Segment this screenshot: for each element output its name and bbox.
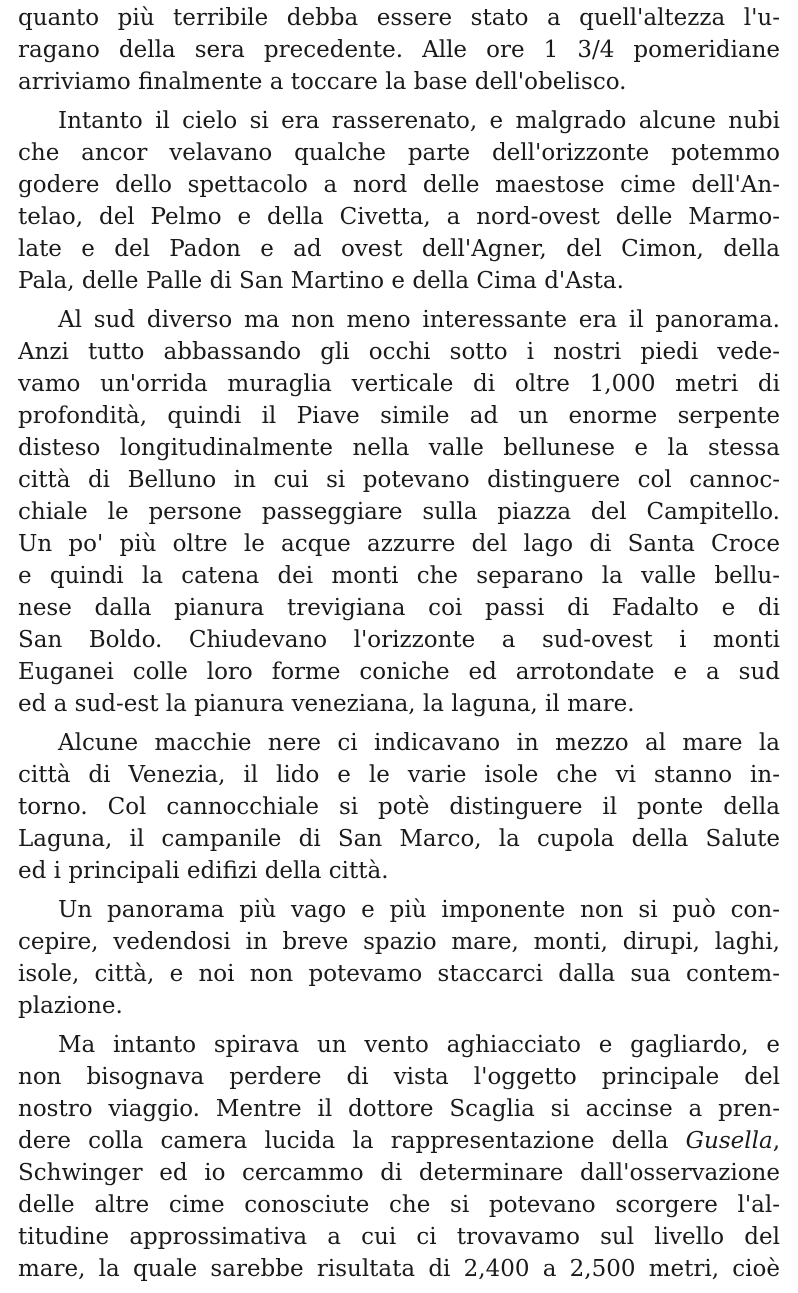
paragraph-2: [18, 105, 780, 297]
text-line: cepire, vedendosi in breve spazio mare, monti, dirupi, laghi,: [18, 929, 780, 955]
text-line: Al sud diverso ma non meno interessante era il panorama.: [58, 307, 780, 333]
text-line: nostro viaggio. Mentre il dottore Scaglia si accinse a pren-: [18, 1096, 780, 1122]
text-line: mare, la quale sarebbe risultata di 2,400 a 2,500 metri, cioè: [18, 1256, 780, 1282]
paragraph-3: [18, 304, 780, 720]
text-line: Un panorama più vago e più imponente non si può con-: [58, 897, 780, 923]
text-line: Euganei colle loro forme coniche ed arrotondate e a sud: [18, 659, 780, 685]
text-line: ed a sud-est la pianura veneziana, la laguna, il mare.: [18, 691, 635, 717]
text-line: profondità, quindi il Piave simile ad un enorme serpente: [18, 403, 780, 429]
text-line: Intanto il cielo si era rasserenato, e malgrado alcune nubi: [58, 108, 780, 134]
text-line: ragano della sera precedente. Alle ore 1 3/4 pomeridiane: [18, 37, 780, 63]
text-line: titudine approssimativa a cui ci trovavamo sul livello del: [18, 1224, 780, 1250]
text-line: nese dalla pianura trevigiana coi passi di Fadalto e di: [18, 595, 780, 621]
text-line: quanto più terribile debba essere stato a quell'altezza l'u-: [18, 5, 780, 31]
text-line: Alcune macchie nere ci indicavano in mezzo al mare la: [58, 730, 780, 756]
text-line: città di Venezia, il lido e le varie isole che vi stanno in-: [18, 762, 780, 788]
text-line: vamo un'orrida muraglia verticale di oltre 1,000 metri di: [18, 371, 780, 397]
text-line: godere dello spettacolo a nord delle maestose cime dell'An-: [18, 172, 780, 198]
text-line: plazione.: [18, 993, 123, 1019]
text-line: Laguna, il campanile di San Marco, la cupola della Salute: [18, 826, 780, 852]
paragraph-4: [18, 727, 780, 887]
text-line: Schwinger ed io cercammo di determinare dall'osservazione: [18, 1160, 780, 1186]
text-line: chiale le persone passeggiare sulla piazza del Campitello.: [18, 499, 780, 525]
text-line: arriviamo finalmente a toccare la base dell'obelisco.: [18, 69, 627, 95]
text-line: Pala, delle Palle di San Martino e della Cima d'Asta.: [18, 268, 624, 294]
text-line: telao, del Pelmo e della Civetta, a nord-ovest delle Marmo-: [18, 204, 780, 230]
text-line: San Boldo. Chiudevano l'orizzonte a sud-ovest i monti: [18, 627, 780, 653]
text-line: e quindi la catena dei monti che separano la valle bellu-: [18, 563, 780, 589]
text-line: città di Belluno in cui si potevano distinguere col cannoc-: [18, 467, 780, 493]
text-line: disteso longitudinalmente nella valle bellunese e la stessa: [18, 435, 780, 461]
book-page: [18, 2, 780, 1285]
text-line: isole, città, e noi non potevamo staccarci dalla sua contem-: [18, 961, 780, 987]
text-line: late e del Padon e ad ovest dell'Agner, del Cimon, della: [18, 236, 780, 262]
paragraph-5: [18, 894, 780, 1022]
text-line: dere colla camera lucida la rappresentazione della Gusella,: [18, 1128, 780, 1154]
text-line: Ma intanto spirava un vento aghiacciato e gagliardo, e: [58, 1032, 780, 1058]
paragraph-1: [18, 2, 780, 98]
text-line: che ancor velavano qualche parte dell'orizzonte potemmo: [18, 140, 780, 166]
text-line: Anzi tutto abbassando gli occhi sotto i nostri piedi vede-: [18, 339, 780, 365]
text-line: torno. Col cannocchiale si potè distinguere il ponte della: [18, 794, 780, 820]
text-line: Un po' più oltre le acque azzurre del lago di Santa Croce: [18, 531, 780, 557]
paragraph-6: [18, 1029, 780, 1285]
text-line: non bisognava perdere di vista l'oggetto principale del: [18, 1064, 780, 1090]
text-line: ed i principali edifizi della città.: [18, 858, 389, 884]
text-line: delle altre cime conosciute che si potevano scorgere l'al-: [18, 1192, 780, 1218]
